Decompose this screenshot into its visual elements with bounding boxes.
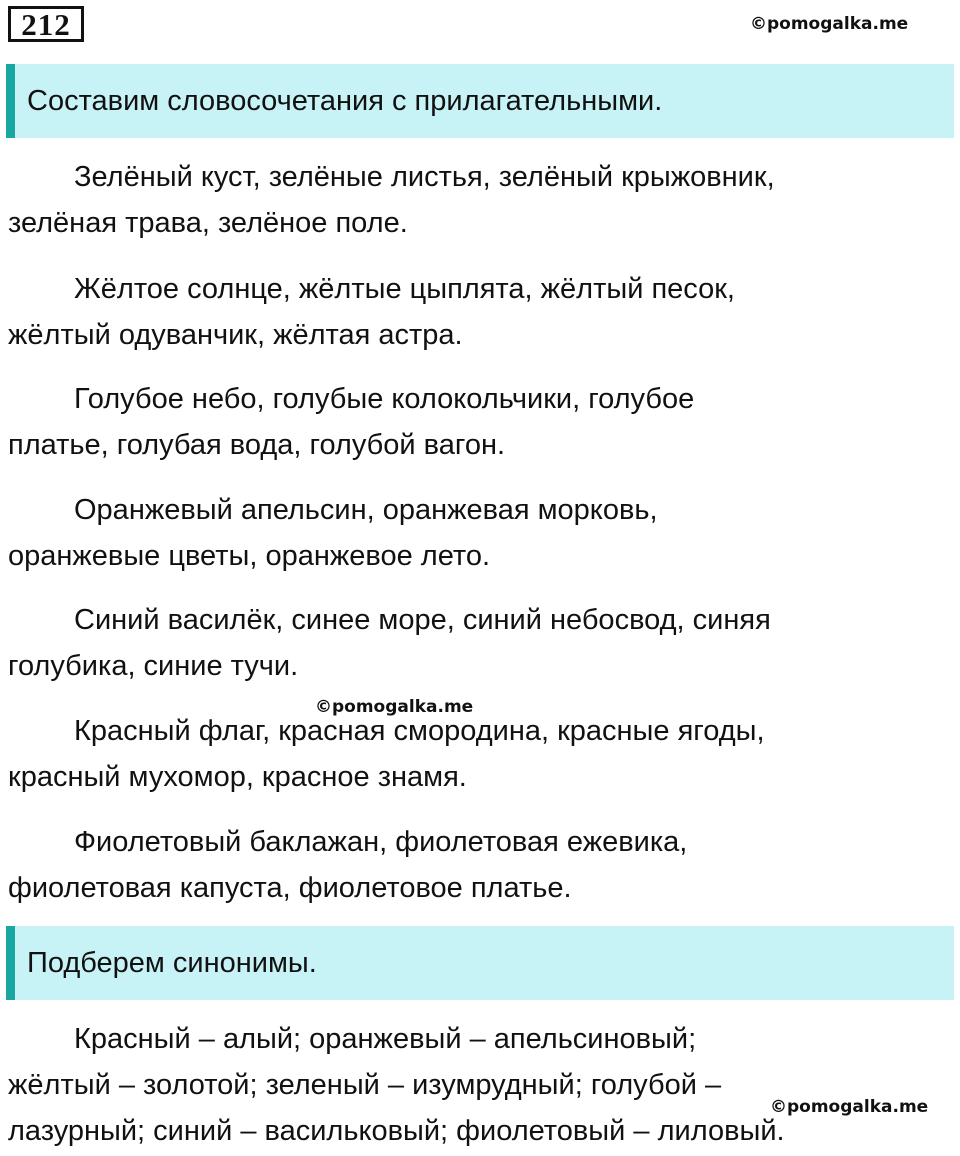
paragraph-violet <box>8 819 958 911</box>
paragraph-line: Красный флаг, красная смородина, красные ягоды, <box>74 715 765 747</box>
paragraph-line: Оранжевый апельсин, оранжевая морковь, <box>74 494 658 526</box>
paragraph-line: жёлтый одуванчик, жёлтая астра. <box>8 319 463 351</box>
paragraph-line: фиолетовая капуста, фиолетовое платье. <box>8 872 572 904</box>
section-title-text: Подберем синонимы. <box>27 946 317 979</box>
section-title-synonyms <box>6 926 954 1000</box>
paragraph-red <box>8 708 958 800</box>
paragraph-line: Голубое небо, голубые колокольчики, голубое <box>74 383 695 415</box>
paragraph-line: Зелёный куст, зелёные листья, зелёный крыжовник, <box>74 161 775 193</box>
section-title-text: Составим словосочетания с прилагательными. <box>27 84 663 117</box>
watermark-middle: ©pomogalka.me <box>315 697 474 717</box>
paragraph-line: жёлтый – золотой; зеленый – изумрудный; голубой – <box>8 1069 722 1101</box>
paragraph-blue <box>8 597 958 689</box>
paragraph-line: лазурный; синий – васильковый; фиолетовый – лиловый. <box>8 1115 785 1147</box>
paragraph-line: платье, голубая вода, голубой вагон. <box>8 429 506 461</box>
paragraph-line: оранжевые цветы, оранжевое лето. <box>8 540 491 572</box>
paragraph-yellow <box>8 266 958 358</box>
paragraph-line: Красный – алый; оранжевый – апельсиновый; <box>74 1023 697 1055</box>
section-title-collocations <box>6 64 954 138</box>
paragraph-line: красный мухомор, красное знамя. <box>8 761 467 793</box>
watermark-top: ©pomogalka.me <box>750 14 909 34</box>
paragraph-line: голубика, синие тучи. <box>8 650 299 682</box>
paragraph-line: Синий василёк, синее море, синий небосвод, синяя <box>74 604 771 636</box>
watermark-bottom: ©pomogalka.me <box>770 1097 929 1117</box>
paragraph-synonyms <box>8 1016 958 1154</box>
paragraph-line: зелёная трава, зелёное поле. <box>8 207 408 239</box>
paragraph-green <box>8 154 958 246</box>
paragraph-line: Фиолетовый баклажан, фиолетовая ежевика, <box>74 826 688 858</box>
task-number: 212 <box>8 6 84 42</box>
paragraph-orange <box>8 487 958 579</box>
paragraph-line: Жёлтое солнце, жёлтые цыплята, жёлтый песок, <box>74 273 735 305</box>
paragraph-light-blue <box>8 376 958 468</box>
